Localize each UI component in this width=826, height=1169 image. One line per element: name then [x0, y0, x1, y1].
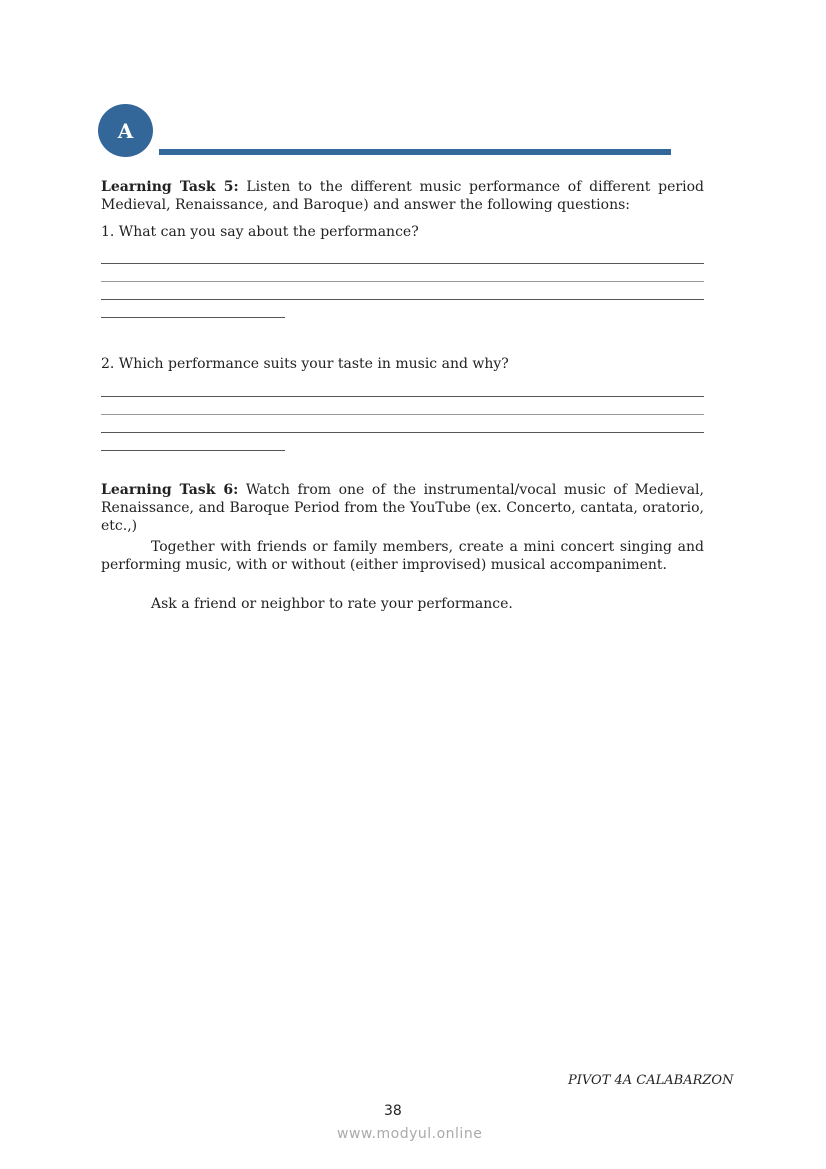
- answer-line-1-1[interactable]: [101, 263, 704, 264]
- task6-paragraph-2: Together with friends or family members, create a mini concert singing and performing music, with or without (either improvised) musical accompaniment.: [101, 539, 704, 573]
- section-badge: [98, 104, 153, 157]
- task6-label: Learning Task 6:: [101, 482, 239, 498]
- task5-label: Learning Task 5:: [101, 179, 239, 195]
- task6-instructions: [101, 481, 704, 535]
- question-1: 1. What can you say about the performance?: [101, 224, 419, 240]
- task6-text: Watch from one of the instrumental/vocal music of Medieval, Renaissance, and Baroque Period from the YouTube (ex. Concerto, cantata, oratorio, etc.,): [101, 482, 704, 534]
- task6-paragraph-3: Ask a friend or neighbor to rate your performance.: [151, 596, 513, 612]
- answer-line-1-2[interactable]: [101, 281, 704, 282]
- answer-line-1-3[interactable]: [101, 299, 704, 300]
- task5-text: Listen to the different music performance of different period Medieval, Renaissance, and Baroque) and answer the following questions:: [101, 179, 704, 213]
- task5-instructions: [101, 178, 704, 214]
- header-rule: [159, 149, 671, 155]
- answer-line-2-3[interactable]: [101, 432, 704, 433]
- answer-line-2-2[interactable]: [101, 414, 704, 415]
- answer-line-1-4[interactable]: [101, 317, 285, 318]
- answer-line-2-1[interactable]: [101, 396, 704, 397]
- question-2: 2. Which performance suits your taste in music and why?: [101, 356, 509, 372]
- footer-series: PIVOT 4A CALABARZON: [568, 1073, 734, 1088]
- badge-letter: A: [117, 118, 134, 143]
- answer-line-2-4[interactable]: [101, 450, 285, 451]
- page-number: 38: [384, 1103, 402, 1119]
- watermark: www.modyul.online: [337, 1126, 483, 1142]
